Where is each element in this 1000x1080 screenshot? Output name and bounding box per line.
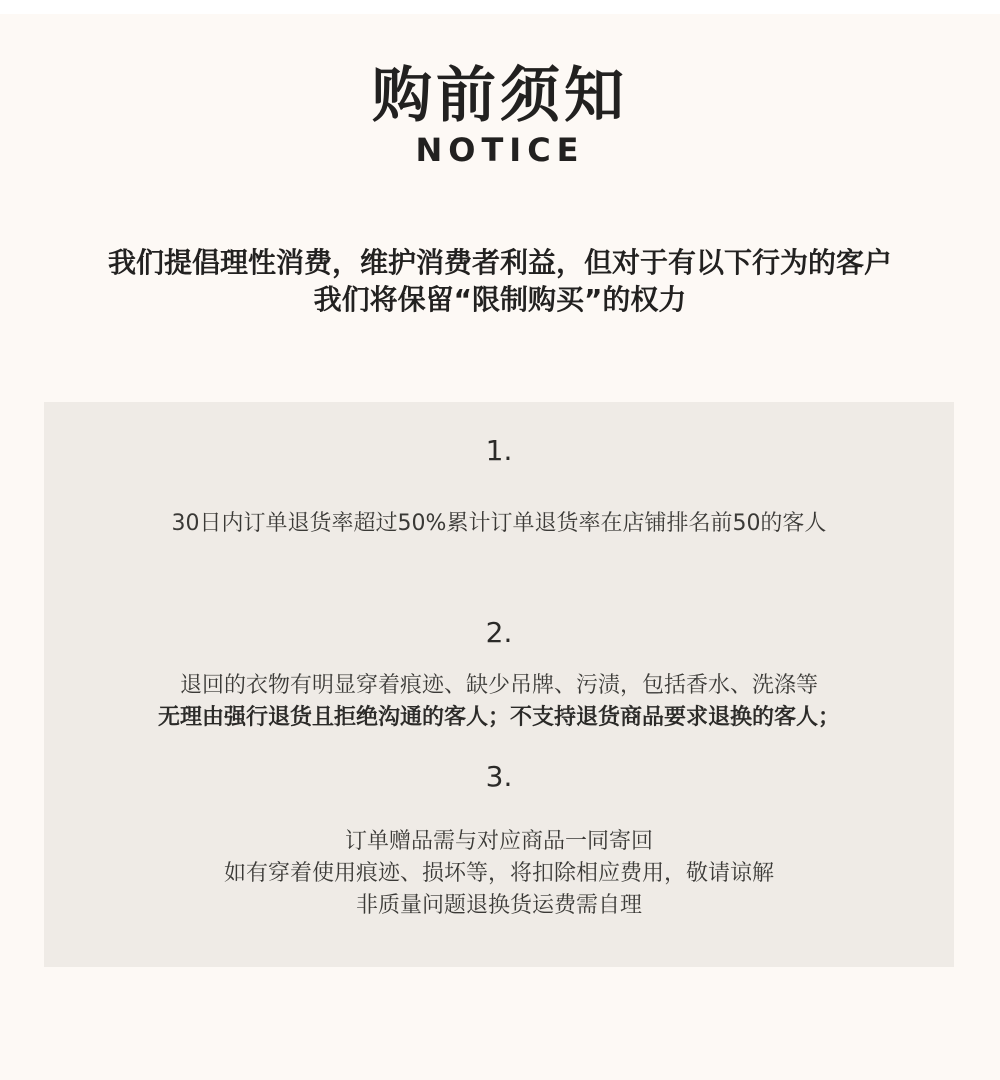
- rule-1-line-1: 30日内订单退货率超过50%累计订单退货率在店铺排名前50的客人: [171, 511, 827, 536]
- intro-line-2: 我们将保留“限制购买”的权力: [313, 283, 687, 316]
- rule-2-line-2: 无理由强行退货且拒绝沟通的客人；不支持退货商品要求退换的客人；: [157, 705, 840, 730]
- rule-2-line-1: 退回的衣物有明显穿着痕迹、缺少吊牌、污渍，包括香水、洗涤等: [179, 673, 818, 698]
- rule-1-number: 1.: [485, 434, 513, 467]
- page-subtitle: NOTICE: [415, 131, 585, 169]
- intro-text: [0, 244, 1000, 318]
- rule-3-line-3: 非质量问题退换货运费需自理: [355, 893, 642, 918]
- page-title: 购前须知: [372, 61, 628, 131]
- rule-3-number: 3.: [485, 760, 513, 793]
- top-strip: [0, 0, 1000, 14]
- rule-3-line-2: 如有穿着使用痕迹、损坏等，将扣除相应费用，敬请谅解: [223, 861, 774, 886]
- rule-2-number: 2.: [485, 616, 513, 649]
- rules-panel: [44, 402, 954, 967]
- rule-3-line-1: 订单赠品需与对应商品一同寄回: [344, 829, 653, 854]
- intro-line-1: 我们提倡理性消费，维护消费者利益，但对于有以下行为的客户: [107, 246, 892, 279]
